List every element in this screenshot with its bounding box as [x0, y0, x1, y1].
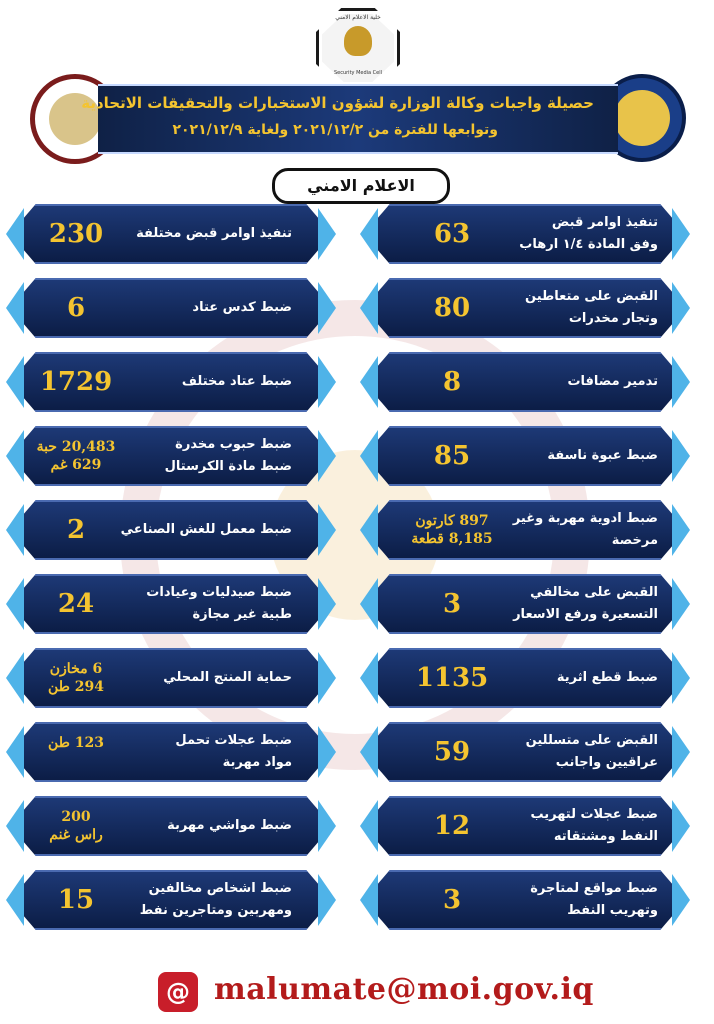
- stat-label: حماية المنتج المحلي: [163, 670, 292, 685]
- right-stat-card: [364, 204, 686, 264]
- stat-value: 63: [433, 219, 471, 249]
- stat-label: القبض على متعاطين وتجار مخدرات: [525, 289, 658, 326]
- stat-value: 897 كارتون 8,185 قطعة: [411, 513, 493, 547]
- stat-value: 20,483 حبة 629 غم: [36, 439, 116, 473]
- left-stat-card: [10, 870, 332, 930]
- stat-label: ضبط معمل للغش الصناعي: [120, 522, 292, 537]
- logo-caption-top: خلية الاعلام الامني: [335, 14, 381, 21]
- stat-label: ضبط عبوة ناسفة: [547, 448, 658, 463]
- arrow-right-icon: [672, 874, 690, 926]
- stat-label: ضبط مواقع لمتاجرة وتهريب النفط: [530, 881, 658, 918]
- right-stat-card: [364, 500, 686, 560]
- right-stat-card: [364, 278, 686, 338]
- stat-value: 3: [442, 589, 462, 619]
- stat-value: 12: [433, 811, 471, 841]
- stat-label: ضبط حبوب مخدرة ضبط مادة الكرستال: [164, 437, 292, 474]
- arrow-left-icon: [6, 578, 24, 630]
- arrow-left-icon: [6, 282, 24, 334]
- stat-label: تدمير مضافات: [567, 374, 658, 389]
- arrow-right-icon: [318, 874, 336, 926]
- left-stat-card: [10, 278, 332, 338]
- arrow-left-icon: [6, 356, 24, 408]
- footer-contact: [150, 968, 594, 1018]
- logo-caption-bottom: Security Media Cell: [333, 70, 383, 76]
- arrow-left-icon: [6, 874, 24, 926]
- stat-label: ضبط عجلات تحمل مواد مهربة: [175, 733, 292, 770]
- stat-label: القبض على متسللين عراقيين واجانب: [525, 733, 658, 770]
- left-stat-card: [10, 352, 332, 412]
- left-stat-card: [10, 648, 332, 708]
- eagle-icon: [344, 26, 372, 56]
- arrow-right-icon: [672, 430, 690, 482]
- stat-label: ضبط مواشي مهربة: [167, 818, 292, 833]
- arrow-left-icon: [6, 430, 24, 482]
- stat-value: 8: [442, 367, 462, 397]
- right-stat-card: [364, 574, 686, 634]
- stat-value: 80: [433, 293, 471, 323]
- arrow-right-icon: [672, 208, 690, 260]
- stat-label: القبض على مخالفي التسعيرة ورفع الاسعار: [513, 585, 658, 622]
- arrow-right-icon: [672, 726, 690, 778]
- arrow-left-icon: [6, 208, 24, 260]
- stat-value: 59: [433, 737, 471, 767]
- stat-label: ضبط عجلات لتهريب النفط ومشتقاته: [530, 807, 658, 844]
- header-period: وتوابعها للفترة من ٢٠٢١/١٢/٢ ولغاية ٢٠٢١/١٢/٩: [172, 122, 498, 138]
- stat-label: ضبط قطع اثرية: [556, 670, 658, 685]
- stat-label: تنفيذ اوامر قبض مختلفة: [136, 226, 292, 241]
- stat-value: 200 راس غنم: [49, 809, 103, 843]
- stat-value: 85: [433, 441, 471, 471]
- stat-label: ضبط اشخاص مخالفين ومهربين ومتاجرين نفط: [139, 881, 292, 918]
- left-stat-card: [10, 426, 332, 486]
- arrow-right-icon: [672, 282, 690, 334]
- right-stat-card: [364, 648, 686, 708]
- security-media-cell-logo: [316, 8, 400, 88]
- arrow-left-icon: [6, 652, 24, 704]
- right-stat-card: [364, 352, 686, 412]
- arrow-right-icon: [672, 800, 690, 852]
- left-stat-card: [10, 796, 332, 856]
- stat-label: ضبط عتاد مختلف: [181, 374, 292, 389]
- stat-value: 230: [48, 219, 104, 249]
- stat-value: 6: [66, 293, 86, 323]
- stat-value: 3: [442, 885, 462, 915]
- mail-at-icon: @: [158, 972, 198, 1012]
- stat-value: 24: [57, 589, 95, 619]
- left-stat-card: [10, 574, 332, 634]
- right-stat-card: [364, 426, 686, 486]
- arrow-right-icon: [672, 578, 690, 630]
- stat-label: تنفيذ اوامر قبض وفق المادة ١/٤ ارهاب: [519, 215, 658, 252]
- right-stat-card: [364, 870, 686, 930]
- right-stat-card: [364, 796, 686, 856]
- arrow-left-icon: [360, 208, 378, 260]
- arrow-right-icon: [672, 356, 690, 408]
- arrow-left-icon: [6, 726, 24, 778]
- stat-value: 123 طن: [48, 735, 104, 751]
- header-banner: [81, 84, 618, 154]
- arrow-right-icon: [672, 652, 690, 704]
- left-stat-card: [10, 204, 332, 264]
- arrow-right-icon: [672, 504, 690, 556]
- stat-label: ضبط صيدليات وعيادات طبية غير مجازة: [146, 585, 292, 622]
- left-stat-card: [10, 500, 332, 560]
- arrow-left-icon: [360, 874, 378, 926]
- arrow-right-icon: [318, 800, 336, 852]
- stat-value: 6 مخازن 294 طن: [48, 661, 104, 695]
- stat-value: 2: [66, 515, 86, 545]
- stat-value: 1135: [415, 663, 489, 693]
- arrow-left-icon: [6, 504, 24, 556]
- left-stat-card: [10, 722, 332, 782]
- header-title: حصيلة واجبات وكالة الوزارة لشؤون الاستخبارات والتحقيقات الاتحادية: [81, 94, 594, 112]
- arrow-left-icon: [360, 800, 378, 852]
- contact-email[interactable]: malumate@moi.gov.iq: [214, 972, 594, 1007]
- stat-label: ضبط ادوية مهربة وغير مرخصة: [512, 511, 658, 548]
- stat-value: 15: [57, 885, 95, 915]
- stat-value: 1729: [39, 367, 113, 397]
- stat-label: ضبط كدس عتاد: [192, 300, 292, 315]
- arrow-left-icon: [6, 800, 24, 852]
- right-stat-card: [364, 722, 686, 782]
- section-title: الاعلام الامني: [272, 168, 450, 204]
- arrow-right-icon: [318, 208, 336, 260]
